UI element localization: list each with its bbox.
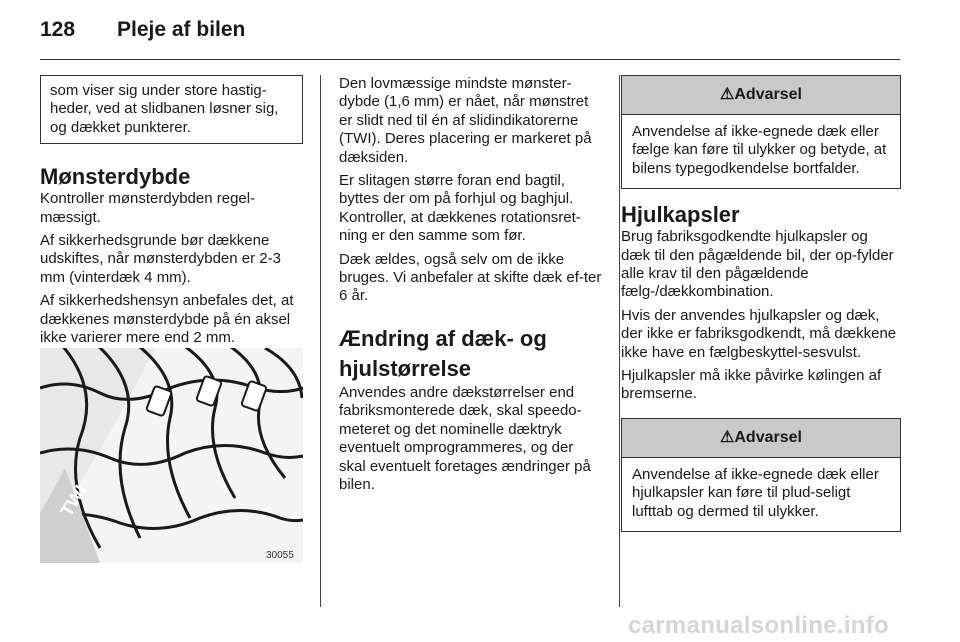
paragraph: Kontroller mønsterdybden regel-mæssigt. bbox=[40, 190, 256, 226]
warning-text: Anvendelse af ikke-egnede dæk eller hjulkapsler kan føre til plud-seligt lufttab og dermed til ulykker. bbox=[632, 465, 879, 520]
page-title: Pleje af bilen bbox=[117, 18, 246, 41]
section-heading-wheel-covers: Hjulkapsler bbox=[621, 202, 740, 228]
warning-triangle-icon: ⚠ bbox=[720, 428, 735, 446]
column-3 bbox=[621, 75, 901, 532]
paragraph: Den lovmæssige mindste mønster-dybde (1,6 mm) er nået, når mønstret er slidt ned til én af slidindikatorerne (TWI). Deres placering er markeret på dæksiden. bbox=[339, 75, 592, 166]
paragraph: Anvendes andre dækstørrelser end fabriksmonterede dæk, skal speedo-meteret og det nominelle dæktryk eventuelt omprogrammeres, og der skal eventuelt foretages ændringer på bilen. bbox=[339, 383, 591, 493]
column-2 bbox=[339, 75, 604, 499]
warning-triangle-icon: ⚠ bbox=[720, 86, 735, 103]
section-heading-tire-size: Ændring af dæk- og hjulstørrelse bbox=[339, 325, 547, 381]
paragraph: Er slitagen større foran end bagtil, byttes der om på forhjul og baghjul. Kontroller, at dækkenes rotationsret-ning er den samme som før. bbox=[339, 172, 581, 245]
warning-header bbox=[622, 76, 900, 115]
paragraph: Hvis der anvendes hjulkapsler og dæk, der ikke er fabriksgodkendt, må dækkene ikke have en fælgbeskyttel-sesvulst. bbox=[621, 306, 897, 361]
paragraph: Af sikkerhedshensyn anbefales det, at dækkenes mønsterdybde på én aksel ikke varierer mere end 2 mm. bbox=[40, 292, 294, 347]
column-divider-1 bbox=[320, 75, 321, 607]
header-rule bbox=[40, 59, 900, 60]
warning-header bbox=[622, 419, 900, 458]
paragraph: Hjulkapsler må ikke påvirke kølingen af bremserne. bbox=[621, 367, 882, 403]
column-divider-2 bbox=[619, 75, 620, 607]
paragraph: Brug fabriksgodkendte hjulkapsler og dæk til den pågældende bil, der op-fylder alle krav til den pågældende fælg-/dækkombination. bbox=[621, 228, 894, 301]
page-number: 128 bbox=[40, 18, 76, 41]
tire-tread-illustration bbox=[40, 348, 303, 563]
section-heading-tread-depth: Mønsterdybde bbox=[40, 164, 191, 190]
continued-text: som viser sig under store hastig-heder, ved at slidbanen løsner sig, og dækket punkterer. bbox=[50, 82, 279, 136]
figure-number: 30055 bbox=[266, 550, 294, 561]
paragraph: Dæk ældes, også selv om de ikke bruges. Vi anbefaler at skifte dæk ef-ter 6 år. bbox=[339, 250, 602, 305]
warning-title: Advarsel bbox=[734, 428, 802, 446]
warning-text: Anvendelse af ikke-egnede dæk eller fælge kan føre til ulykker og betyde, at bilens typegodkendelse bortfalder. bbox=[632, 123, 887, 177]
paragraph: Af sikkerhedsgrunde bør dækkene udskiftes, når mønsterdybden er 2-3 mm (vinterdæk 4 mm). bbox=[40, 232, 281, 286]
watermark: carmanualsonline.info bbox=[628, 612, 890, 639]
warning-title: Advarsel bbox=[734, 86, 802, 103]
twi-label: TWI bbox=[56, 481, 91, 521]
warning-box bbox=[621, 418, 901, 532]
column-1 bbox=[40, 75, 303, 352]
warning-box bbox=[621, 75, 901, 189]
continued-text-box bbox=[40, 75, 303, 144]
